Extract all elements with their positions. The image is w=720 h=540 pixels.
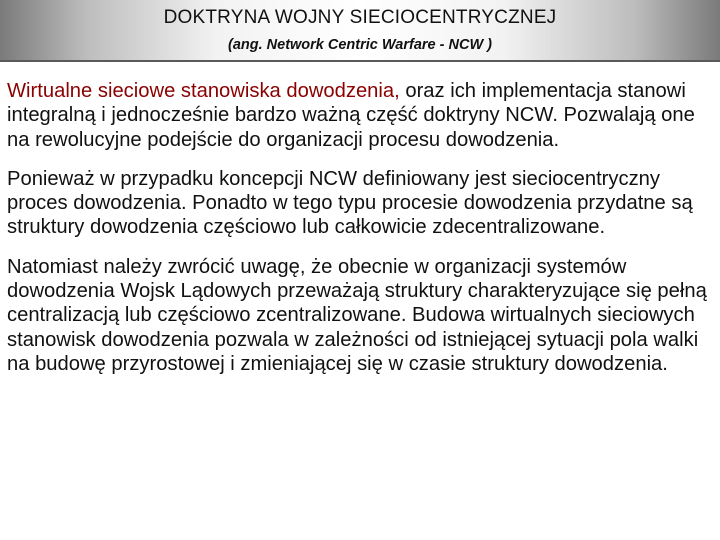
slide-subtitle: (ang. Network Centric Warfare - NCW ) [228, 37, 492, 53]
paragraph-1-highlight: Wirtualne sieciowe stanowiska dowodzenia, [7, 80, 400, 102]
paragraph-2-text: Ponieważ w przypadku koncepcji NCW definiowany jest sieciocentryczny proces dowodzenia. Ponadto w tego typu procesie dowodzenia przydatne są struktury dowodzenia częściowo lub całkowicie zdecentralizowane. [7, 167, 693, 239]
slide-title: DOKTRYNA WOJNY SIECIOCENTRYCZNEJ [163, 7, 557, 28]
paragraph-1-text: oraz ich implementacja stanowi integralną i jednocześnie bardzo ważną część doktryny NCW. Pozwalają one na rewolucyjne podejście do organizacji procesu dowodzenia. [7, 80, 695, 151]
paragraph-3 [7, 255, 715, 376]
slide-header [0, 0, 720, 62]
paragraph-3-text: Natomiast należy zwrócić uwagę, że obecnie w organizacji systemów dowodzenia Wojsk Lądowych przeważają struktury charakteryzujące się pełną centralizacją lub częściowo zcentralizowane. Budowa wirtualnych sieciowych stanowisk dowodzenia pozwala w zależności od istniejącej sytuacji pola walki na budowę przyrostowej i zmieniającej się w czasie struktury dowodzenia. [7, 255, 707, 375]
paragraph-2 [7, 167, 715, 240]
paragraph-1 [7, 79, 715, 152]
slide-body [7, 79, 715, 391]
